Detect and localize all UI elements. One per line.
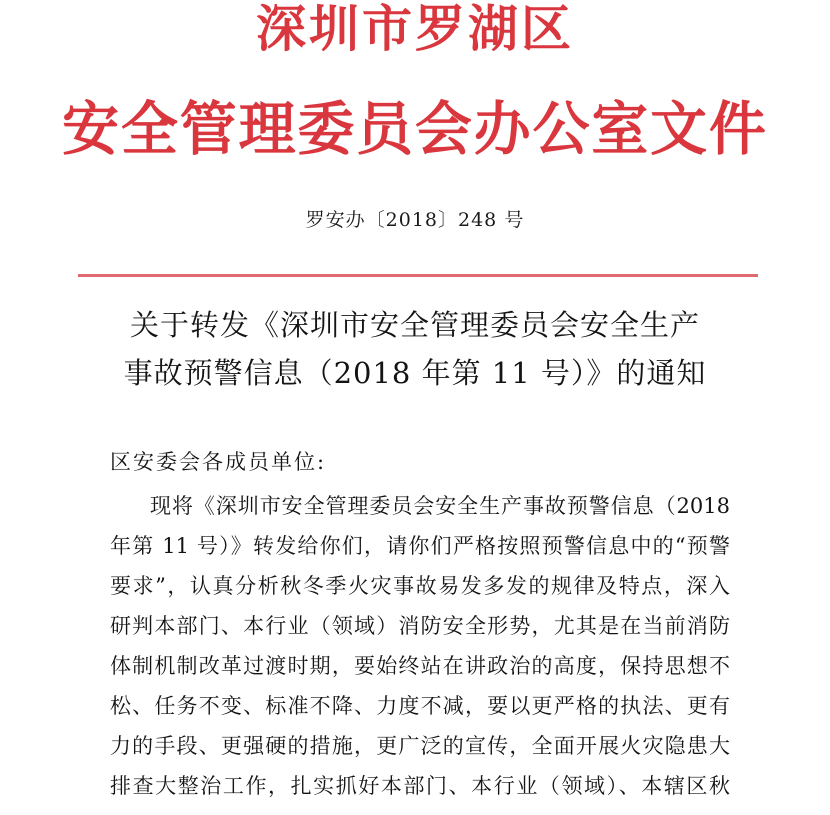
body-line: 现将《深圳市安全管理委员会安全生产事故预警信息（2018	[150, 494, 730, 518]
red-divider-line	[78, 274, 758, 277]
document-title-line1: 关于转发《深圳市安全管理委员会安全生产	[129, 308, 700, 342]
document-number: 罗安办〔2018〕248 号	[305, 209, 525, 231]
issuing-org-line2: 安全管理委员会办公室文件	[62, 95, 768, 163]
salutation: 区安委会各成员单位:	[110, 450, 327, 474]
document-title-line2: 事故预警信息（2018 年第 11 号）》的通知	[123, 356, 707, 390]
body-line: 松、任务不变、标准不降、力度不减，要以更严格的执法、更有	[110, 694, 730, 718]
issuing-org-line1: 深圳市罗湖区	[256, 0, 574, 58]
body-line: 研判本部门、本行业（领域）消防安全形势，尤其是在当前消防	[110, 614, 730, 638]
body-line: 排查大整治工作，扎实抓好本部门、本行业（领域）、本辖区秋	[110, 774, 730, 798]
body-line: 力的手段、更强硬的措施，更广泛的宣传，全面开展火灾隐患大	[110, 734, 730, 758]
body-paragraph	[110, 486, 730, 806]
body-line: 体制机制改革过渡时期，要始终站在讲政治的高度，保持思想不	[110, 654, 730, 678]
body-line: 年第 11 号）》转发给你们，请你们严格按照预警信息中的“预警	[110, 534, 730, 558]
body-line: 要求”，认真分析秋冬季火灾事故易发多发的规律及特点，深入	[110, 574, 730, 598]
